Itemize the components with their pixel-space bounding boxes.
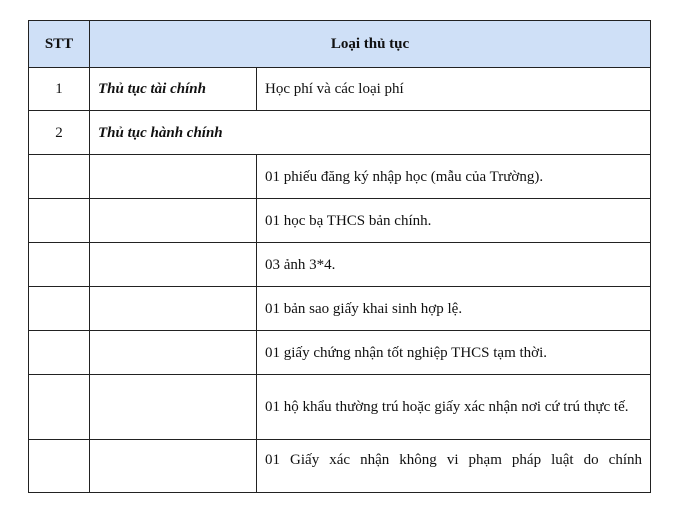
empty-cell bbox=[29, 287, 90, 331]
row-description: Học phí và các loại phí bbox=[257, 68, 651, 111]
table-row bbox=[29, 243, 651, 287]
table-row-financial bbox=[29, 68, 651, 111]
row-description: 01 hộ khẩu thường trú hoặc giấy xác nhận nơi cứ trú thực tế. bbox=[257, 375, 651, 440]
table-row bbox=[29, 440, 651, 493]
empty-cell bbox=[90, 243, 257, 287]
empty-cell bbox=[90, 331, 257, 375]
table-header-row bbox=[29, 21, 651, 68]
table-row bbox=[29, 287, 651, 331]
empty-cell bbox=[29, 243, 90, 287]
empty-cell bbox=[90, 440, 257, 493]
row-description: 01 giấy chứng nhận tốt nghiệp THCS tạm thời. bbox=[257, 331, 651, 375]
empty-cell bbox=[29, 375, 90, 440]
header-procedure-type: Loại thủ tục bbox=[90, 21, 651, 68]
row-description: 01 bản sao giấy khai sinh hợp lệ. bbox=[257, 287, 651, 331]
table-row-administrative bbox=[29, 111, 651, 155]
row-description: 01 phiếu đăng ký nhập học (mẫu của Trường). bbox=[257, 155, 651, 199]
row-description: 03 ảnh 3*4. bbox=[257, 243, 651, 287]
row-description: 01 Giấy xác nhận không vi phạm pháp luật do chính bbox=[257, 440, 651, 493]
empty-cell bbox=[29, 199, 90, 243]
empty-cell bbox=[90, 375, 257, 440]
empty-cell bbox=[29, 440, 90, 493]
empty-cell bbox=[90, 199, 257, 243]
empty-cell bbox=[90, 155, 257, 199]
empty-cell bbox=[90, 287, 257, 331]
row-stt: 1 bbox=[29, 68, 90, 111]
row-stt: 2 bbox=[29, 111, 90, 155]
row-category: Thủ tục tài chính bbox=[90, 68, 257, 111]
row-category: Thủ tục hành chính bbox=[90, 111, 651, 155]
header-stt: STT bbox=[29, 21, 90, 68]
table-row bbox=[29, 375, 651, 440]
table-row bbox=[29, 331, 651, 375]
empty-cell bbox=[29, 155, 90, 199]
row-description: 01 học bạ THCS bản chính. bbox=[257, 199, 651, 243]
procedures-table bbox=[28, 20, 651, 493]
table-row bbox=[29, 155, 651, 199]
table-row bbox=[29, 199, 651, 243]
empty-cell bbox=[29, 331, 90, 375]
